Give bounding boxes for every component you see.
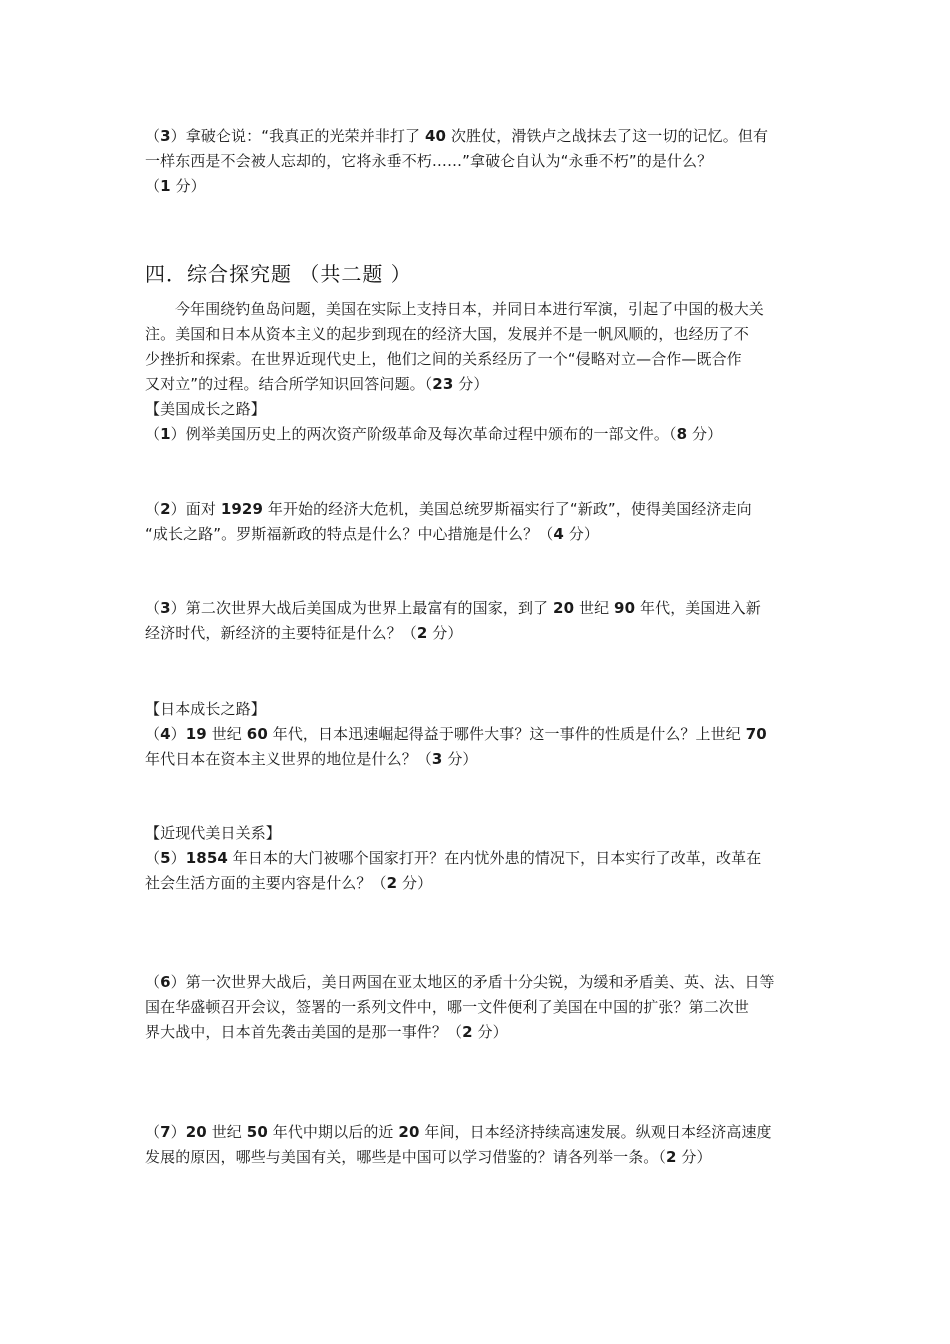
question-text-line: （3）第二次世界大战后美国成为世界上最富有的国家，到了 20 世纪 90 年代，美国进入新 — [145, 599, 761, 617]
question-text-line: （4）19 世纪 60 年代，日本迅速崛起得益于哪件大事？这一事件的性质是什么？上世纪 70 — [145, 725, 767, 743]
section-intro — [145, 297, 810, 447]
question-text-line: 社会生活方面的主要内容是什么？（2 分） — [145, 874, 433, 892]
question-text-line: （3）拿破仑说：“我真正的光荣并非打了 40 次胜仗，滑铁卢之战抹去了这一切的记忆。但有 — [145, 127, 769, 145]
intro-line: 又对立”的过程。结合所学知识回答问题。（23 分） — [145, 375, 489, 393]
question-text-line: 国在华盛顿召开会议，签署的一系列文件中，哪一文件便利了美国在中国的扩张？第二次世 — [145, 998, 750, 1016]
question-text-line: 一样东西是不会被人忘却的，它将永垂不朽……”拿破仑自认为“永垂不朽”的是什么？ — [145, 152, 713, 170]
intro-line: 今年围绕钓鱼岛问题，美国在实际上支持日本，并同日本进行军演，引起了中国的极大关 — [175, 300, 764, 318]
question-text-line: （7）20 世纪 50 年代中期以后的近 20 年间，日本经济持续高速发展。纵观日本经济高速度 — [145, 1123, 772, 1141]
question-text-line: （1 分） — [145, 177, 206, 195]
subsection-label-relations: 【近现代美日关系】 — [145, 824, 281, 842]
question-text-line: （6）第一次世界大战后，美日两国在亚太地区的矛盾十分尖锐，为缓和矛盾美、英、法、日等 — [145, 973, 775, 991]
intro-line: 注。美国和日本从资本主义的起步到现在的经济大国，发展并不是一帆风顺的，也经历了不 — [145, 325, 750, 343]
question-1: （1）例举美国历史上的两次资产阶级革命及每次革命过程中颁布的一部文件。（8 分） — [145, 425, 723, 443]
question-text-line: 发展的原因，哪些与美国有关，哪些是中国可以学习借鉴的？请各列举一条。（2 分） — [145, 1148, 712, 1166]
question-3-napoleon — [145, 124, 810, 199]
subsection-label-japan: 【日本成长之路】 — [145, 700, 266, 718]
subsection-label-us: 【美国成长之路】 — [145, 400, 266, 418]
question-6 — [145, 970, 810, 1045]
question-text-line: 年代日本在资本主义世界的地位是什么？（3 分） — [145, 750, 478, 768]
question-text-line: （5）1854 年日本的大门被哪个国家打开？在内忧外患的情况下，日本实行了改革，改革在 — [145, 849, 762, 867]
section-heading: 四．综合探究题 （共二题 ） — [145, 262, 412, 286]
question-7 — [145, 1120, 810, 1170]
question-text-line: 经济时代，新经济的主要特征是什么？（2 分） — [145, 624, 463, 642]
question-2 — [145, 497, 810, 547]
question-text-line: （2）面对 1929 年开始的经济大危机，美国总统罗斯福实行了“新政”，使得美国经济走向 — [145, 500, 752, 518]
intro-line: 少挫折和探索。在世界近现代史上，他们之间的关系经历了一个“侵略对立—合作—既合作 — [145, 350, 742, 368]
question-text-line: “成长之路”。罗斯福新政的特点是什么？中心措施是什么？（4 分） — [145, 525, 599, 543]
question-text-line: 界大战中，日本首先袭击美国的是那一事件？（2 分） — [145, 1023, 508, 1041]
relations-section — [145, 821, 810, 896]
question-3 — [145, 596, 810, 646]
japan-growth-section — [145, 697, 810, 772]
